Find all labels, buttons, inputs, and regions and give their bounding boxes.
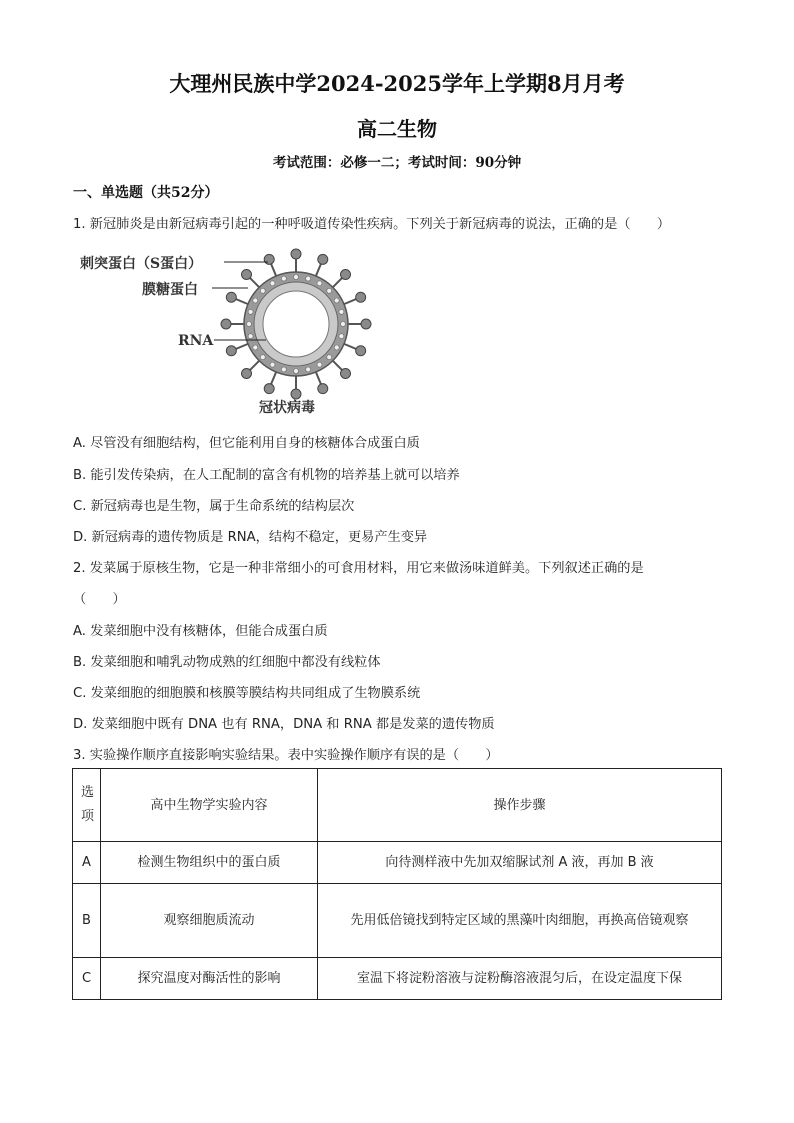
spike-head <box>356 346 366 356</box>
spike-head <box>242 368 252 378</box>
exam-info: 考试范围：必修一二；考试时间：90分钟 <box>272 155 522 171</box>
row-c-content: 探究温度对酶活性的影响 <box>101 958 318 1000</box>
membrane-glycoprotein-dot <box>270 281 275 286</box>
spike-head <box>264 254 274 264</box>
spike-head <box>226 292 236 302</box>
row-a-option: A <box>73 842 101 884</box>
question-2-stem: 2. 发菜属于原核生物，它是一种非常细小的可食用材料，用它来做汤味道鲜美。下列叙述正确的是 <box>73 561 644 576</box>
membrane-glycoprotein-dot <box>248 309 253 314</box>
membrane-glycoprotein-dot <box>270 362 275 367</box>
section-heading: 一、单选题（共52分） <box>73 185 219 201</box>
membrane-glycoprotein-dot <box>253 345 258 350</box>
spike-head <box>340 270 350 280</box>
figure-caption: 冠状病毒 <box>259 400 315 416</box>
membrane-glycoprotein-dot <box>339 334 344 339</box>
spike-head <box>361 319 371 329</box>
spike-head <box>356 292 366 302</box>
subject-title: 高二生物 <box>357 117 437 141</box>
membrane-glycoprotein-dot <box>327 288 332 293</box>
membrane-glycoprotein-dot <box>317 281 322 286</box>
membrane-glycoprotein-dot <box>248 334 253 339</box>
membrane-glycoprotein-dot <box>306 367 311 372</box>
table-header-steps: 操作步骤 <box>318 769 722 842</box>
label-spike-protein: 刺突蛋白（S蛋白） <box>80 256 203 272</box>
question-3-stem: 3. 实验操作顺序直接影响实验结果。表中实验操作顺序有误的是（ ） <box>73 748 499 763</box>
spike-head <box>291 249 301 259</box>
spike-head <box>291 389 301 399</box>
row-b-steps: 先用低倍镜找到特定区域的黑藻叶肉细胞，再换高倍镜观察 <box>318 884 722 958</box>
question-2-stem-cont: （ ） <box>73 592 126 607</box>
membrane-glycoprotein-dot <box>341 322 346 327</box>
row-a-steps: 向待测样液中先加双缩脲试剂 A 液，再加 B 液 <box>318 842 722 884</box>
membrane-glycoprotein-dot <box>247 322 252 327</box>
row-a-content: 检测生物组织中的蛋白质 <box>101 842 318 884</box>
membrane-glycoprotein-dot <box>260 288 265 293</box>
question-1-option-a: A. 尽管没有细胞结构，但它能利用自身的核糖体合成蛋白质 <box>73 436 420 451</box>
table-header-content: 高中生物学实验内容 <box>101 769 318 842</box>
question-2-option-a: A. 发菜细胞中没有核糖体，但能合成蛋白质 <box>73 624 328 639</box>
row-c-option: C <box>73 958 101 1000</box>
membrane-glycoprotein-dot <box>281 367 286 372</box>
spike-head <box>340 368 350 378</box>
label-membrane-glycoprotein: 膜糖蛋白 <box>142 282 198 298</box>
table-row <box>73 958 722 1000</box>
membrane-glycoprotein-dot <box>339 309 344 314</box>
label-rna: RNA <box>178 333 214 349</box>
spike-head <box>242 270 252 280</box>
question-1-option-c: C. 新冠病毒也是生物，属于生命系统的结构层次 <box>73 499 355 514</box>
membrane-glycoprotein-dot <box>260 355 265 360</box>
question-2-option-d: D. 发菜细胞中既有 DNA 也有 RNA，DNA 和 RNA 都是发菜的遗传物质 <box>73 717 495 732</box>
table-header-row <box>73 769 722 842</box>
question-2-option-c: C. 发菜细胞的细胞膜和核膜等膜结构共同组成了生物膜系统 <box>73 686 421 701</box>
question-1-stem: 1. 新冠肺炎是由新冠病毒引起的一种呼吸道传染性疾病。下列关于新冠病毒的说法，正确的是（ ） <box>73 217 671 232</box>
exam-title: 大理州民族中学2024-2025学年上学期8月月考 <box>169 71 625 96</box>
table-row <box>73 842 722 884</box>
question-1-option-b: B. 能引发传染病，在人工配制的富含有机物的培养基上就可以培养 <box>73 468 460 483</box>
membrane-glycoprotein-dot <box>294 369 299 374</box>
membrane-glycoprotein-dot <box>294 275 299 280</box>
membrane-glycoprotein-dot <box>281 276 286 281</box>
row-b-content: 观察细胞质流动 <box>101 884 318 958</box>
coronavirus-diagram <box>76 244 376 424</box>
spike-head <box>226 346 236 356</box>
row-b-option: B <box>73 884 101 958</box>
membrane-glycoprotein-dot <box>253 298 258 303</box>
membrane-glycoprotein-dot <box>327 355 332 360</box>
membrane-glycoprotein-dot <box>317 362 322 367</box>
spike-head <box>264 384 274 394</box>
table-header-option: 选项 <box>73 769 101 842</box>
spike-head <box>318 254 328 264</box>
membrane-glycoprotein-dot <box>306 276 311 281</box>
question-1-option-d: D. 新冠病毒的遗传物质是 RNA，结构不稳定，更易产生变异 <box>73 530 428 545</box>
spike-head <box>221 319 231 329</box>
membrane-glycoprotein-dot <box>334 298 339 303</box>
question-2-option-b: B. 发菜细胞和哺乳动物成熟的红细胞中都没有线粒体 <box>73 655 381 670</box>
virus-core <box>263 291 329 357</box>
spike-head <box>318 384 328 394</box>
experiment-table <box>72 768 722 1000</box>
table-row <box>73 884 722 958</box>
membrane-glycoprotein-dot <box>334 345 339 350</box>
row-c-steps: 室温下将淀粉溶液与淀粉酶溶液混匀后，在设定温度下保 <box>318 958 722 1000</box>
